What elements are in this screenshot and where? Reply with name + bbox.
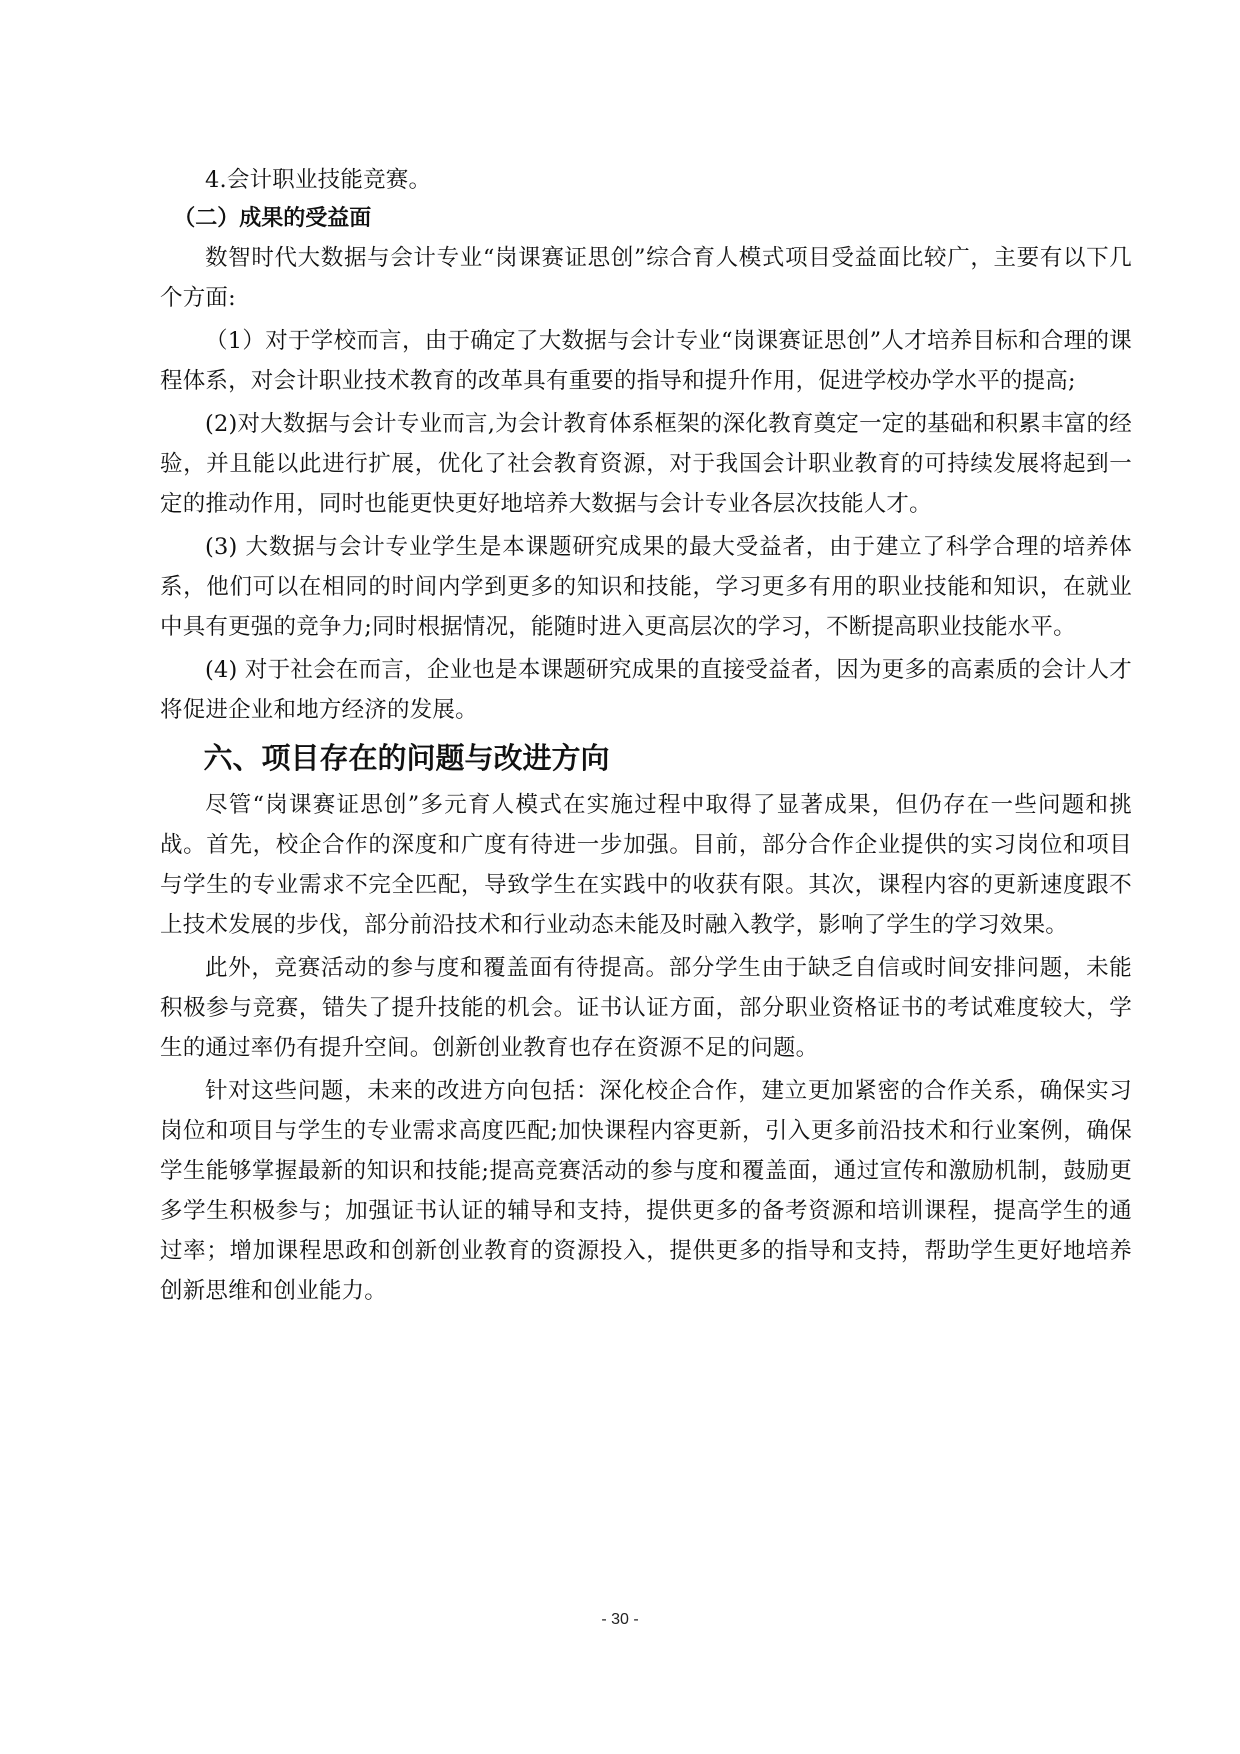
benefit-paragraph-2: (2)对大数据与会计专业而言,为会计教育体系框架的深化教育奠定一定的基础和积累丰富的经验，并且能以此进行扩展，优化了社会教育资源，对于我国会计职业教育的可持续发展将起到一定的推动作用，同时也能更快更好地培养大数据与会计专业各层次技能人才。: [160, 411, 1132, 517]
section-heading-beneficiaries: （二）成果的受益面: [173, 206, 372, 231]
problems-paragraph-3: 针对这些问题，未来的改进方向包括：深化校企合作，建立更加紧密的合作关系，确保实习岗位和项目与学生的专业需求高度匹配;加快课程内容更新，引入更多前沿技术和行业案例，确保学生能够掌握最新的知识和技能;提高竞赛活动的参与度和覆盖面，通过宣传和激励机制，鼓励更多学生积极参与；加强证书认证的辅导和支持，提供更多的备考资源和培训课程，提高学生的通过率；增加课程思政和创新创业教育的资源投入，提供更多的指导和支持，帮助学生更好地培养创新思维和创业能力。: [160, 1078, 1132, 1304]
page-number: - 30 -: [601, 1611, 639, 1628]
benefit-paragraph-3: (3) 大数据与会计专业学生是本课题研究成果的最大受益者，由于建立了科学合理的培养体系，他们可以在相同的时间内学到更多的知识和技能，学习更多有用的职业技能和知识，在就业中具有更强的竞争力;同时根据情况，能随时进入更高层次的学习，不断提高职业技能水平。: [160, 534, 1132, 640]
list-item-4: 4.会计职业技能竞赛。: [205, 167, 432, 193]
benefit-paragraph-1: （1）对于学校而言，由于确定了大数据与会计专业“岗课赛证思创”人才培养目标和合理的课程体系，对会计职业技术教育的改革具有重要的指导和提升作用，促进学校办学水平的提高;: [160, 328, 1132, 394]
section-heading-problems: 六、项目存在的问题与改进方向: [203, 741, 610, 775]
problems-paragraph-2: 此外，竞赛活动的参与度和覆盖面有待提高。部分学生由于缺乏自信或时间安排问题，未能积极参与竞赛，错失了提升技能的机会。证书认证方面，部分职业资格证书的考试难度较大，学生的通过率仍有提升空间。创新创业教育也存在资源不足的问题。: [160, 955, 1132, 1061]
section-intro-paragraph: 数智时代大数据与会计专业“岗课赛证思创”综合育人模式项目受益面比较广，主要有以下几个方面:: [160, 245, 1132, 311]
benefit-paragraph-4: (4) 对于社会在而言，企业也是本课题研究成果的直接受益者，因为更多的高素质的会计人才将促进企业和地方经济的发展。: [160, 657, 1132, 723]
document-body: [160, 160, 1132, 1314]
problems-paragraph-1: 尽管“岗课赛证思创”多元育人模式在实施过程中取得了显著成果，但仍存在一些问题和挑战。首先，校企合作的深度和广度有待进一步加强。目前，部分合作企业提供的实习岗位和项目与学生的专业需求不完全匹配，导致学生在实践中的收获有限。其次，课程内容的更新速度跟不上技术发展的步伐，部分前沿技术和行业动态未能及时融入教学，影响了学生的学习效果。: [160, 792, 1132, 938]
